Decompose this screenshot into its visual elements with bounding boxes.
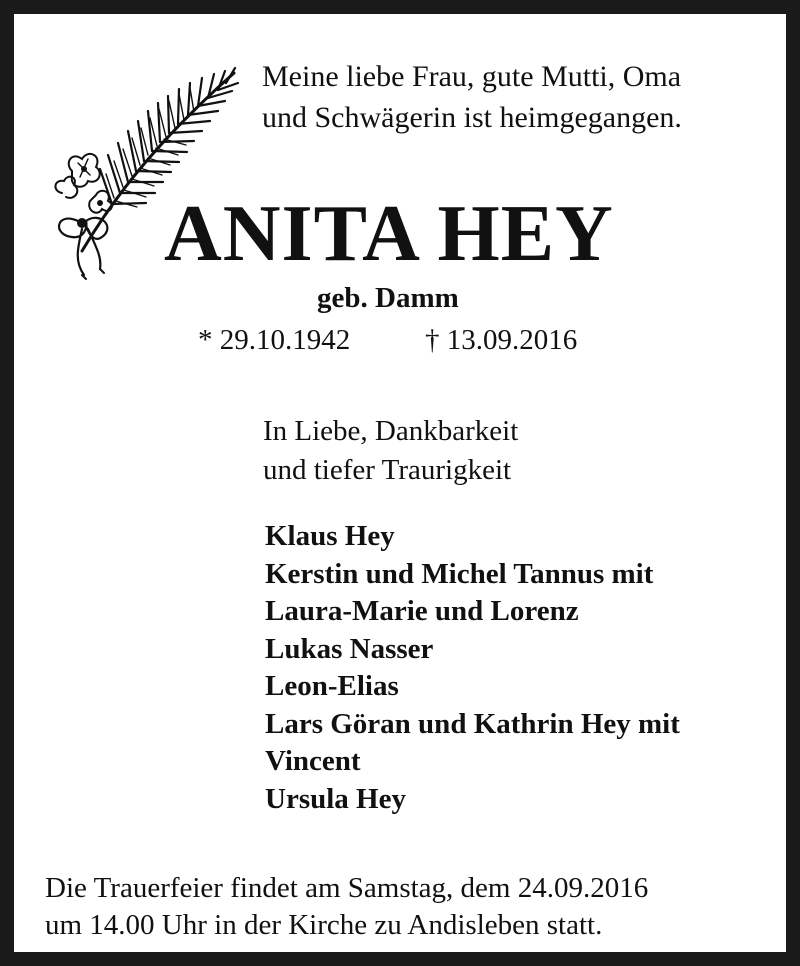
mourner-entry: Ursula Hey bbox=[265, 782, 406, 815]
service-line: um 14.00 Uhr in der Kirche zu Andisleben statt. bbox=[45, 909, 603, 941]
mourner-entry: Klaus Hey bbox=[265, 520, 395, 552]
mourner-entry: Lukas Nasser bbox=[265, 632, 434, 665]
dedication-line: In Liebe, Dankbarkeit bbox=[263, 415, 519, 447]
deceased-name: ANITA HEY bbox=[164, 190, 614, 278]
service-line: Die Trauerfeier findet am Samstag, dem 24.09.2016 bbox=[45, 872, 649, 904]
funeral-service-info bbox=[45, 870, 648, 944]
mourner-entry: Vincent bbox=[265, 745, 361, 777]
maiden-name: geb. Damm bbox=[317, 282, 459, 314]
intro-text bbox=[262, 56, 682, 138]
death-date: † 13.09.2016 bbox=[425, 324, 578, 356]
intro-line: Meine liebe Frau, gute Mutti, Oma bbox=[262, 60, 682, 93]
dedication-line: und tiefer Traurigkeit bbox=[263, 454, 512, 486]
dedication-text bbox=[263, 412, 518, 490]
mourner-entry: Laura-Marie und Lorenz bbox=[265, 595, 579, 627]
mourner-entry: Kerstin und Michel Tannus mit bbox=[265, 557, 654, 590]
birth-date: * 29.10.1942 bbox=[198, 324, 351, 356]
intro-line: und Schwägerin ist heimgegangen. bbox=[262, 101, 682, 134]
mourner-entry: Lars Göran und Kathrin Hey mit bbox=[265, 707, 680, 740]
mourners-list bbox=[265, 518, 680, 818]
mourner-entry: Leon-Elias bbox=[265, 670, 399, 702]
